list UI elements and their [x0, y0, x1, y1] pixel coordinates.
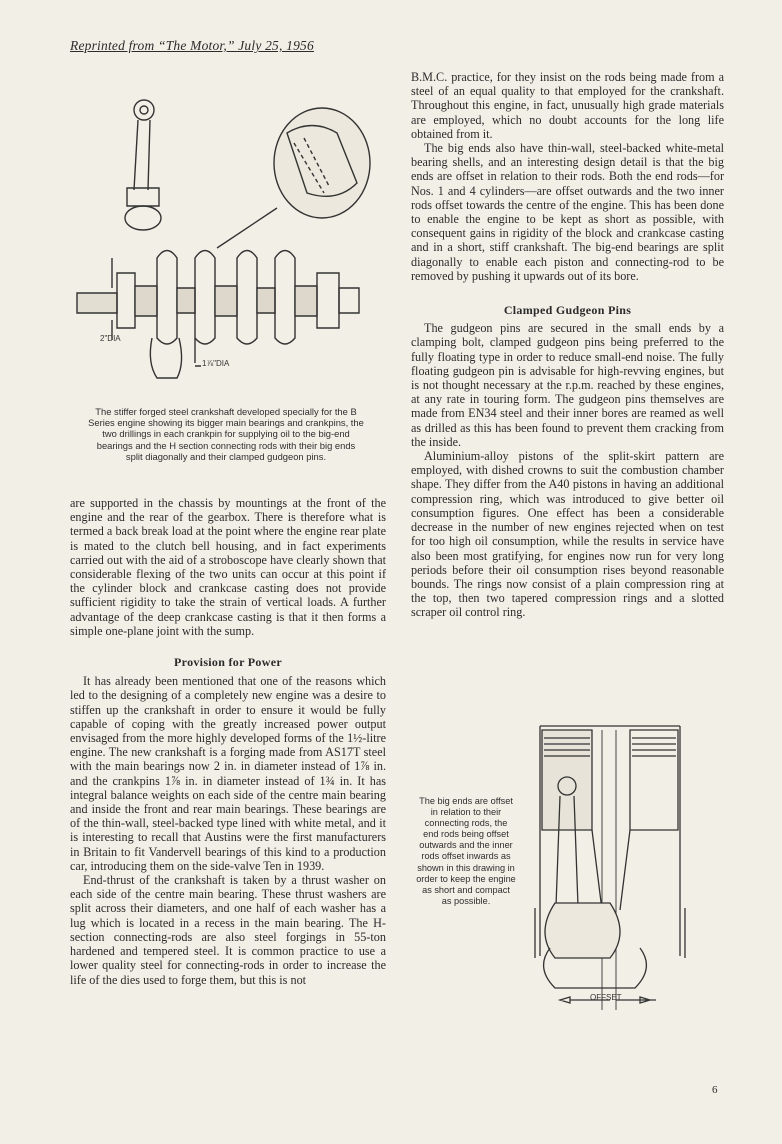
reprint-header: Reprinted from “The Motor,” July 25, 1956 — [70, 38, 314, 53]
left-paragraph-2: It has already been mentioned that one of the reasons which led to the designing of a completely new engine was a desire to stiffen up the crankshaft in order to ensure it would be fully capable of coping with the greatly increased power output envisaged from the more highly developed forms of the 1½-litre engine. The new crankshaft is a forging made from AS17T steel with the main bearings now 2 in. in diameter instead of 1⅞ in. and the crankpins 1⅞ in. in diameter instead of 1¾ in. It has integral balance weights on each side of the centre main bearing and inside the front and rear main bearings. These bearings are of the thin-wall, steel-backed type lined with white metal, and it is interesting to recall that Austins were the first manufacturers in Britain to fit Vandervell bearings of this kind to a production car, introducing them on the side-valve Ten in 1939. — [70, 674, 386, 873]
crankshaft-illustration — [72, 88, 372, 393]
figure2-caption: The big ends are offset in relation to their connecting rods, the end rods being offset outwards and the inner rods offset inwards as shown in this drawing in order to keep the engine as short and compact as possible. — [416, 796, 516, 906]
piston-offset-illustration — [530, 718, 690, 1018]
right-paragraph-4: Aluminium-alloy pistons of the split-skirt pattern are employed, with dished crowns to suit the combustion chamber shape. They differ from the A40 pistons in having an additional compression ring, which was introduced to give better oil consumption figures. One effect has been a considerable decrease in the number of new engines rejected when on test for too high oil consumption, while the results in service have also been most gratifying, for engines now run for very long periods before their oil consumption rises beyond reasonable bounds. The rings now consist of a plain compression ring at the top, then two tapered compression rings and a slotted scraper oil control ring. — [411, 449, 724, 620]
right-paragraph-3: The gudgeon pins are secured in the small ends by a clamping bolt, clamped gudgeon pins being preferred to the fully floating type in order to reduce small-end noise. The fully floating gudgeon pin is advisable for high-revving engines, but is not thought necessary at the r.p.m. reached by these engines, at any rate in touring form. The gudgeon pins themselves are made from EN34 steel and their inner bores are reamed as well as drilled as this has been found to prevent them cracking from the inside. — [411, 321, 724, 449]
left-paragraph-1: are supported in the chassis by mountings at the front of the engine and the rear of the gearbox. There is therefore what is termed a back break load at the point where the engine rear plate is mated to the clutch bell housing, and in fact experiments carried out with the aid of a stroboscope have clearly shown that considerable flexing of the two units can occur at this point if the cylinder block and crankcase casting does not provide sufficient rigidity to take the strain of vertical loads. A further advantage of the deep crankcase casting is that it then forms a simple one-plane joint with the sump. — [70, 496, 386, 638]
left-paragraph-3: End-thrust of the crankshaft is taken by a thrust washer on each side of the centre main bearing. These thrust washers are split across their diameters, and one half of each washer has a lug which is located in a recess in the main bearing. The H-section connecting-rods are also steel forgings in 55-ton hardened and tempered steel. It is common practice to use a lower quality steel for connecting-rods in order to increase the life of the dies used to forge them, but this is not — [70, 873, 386, 987]
page-number: 6 — [712, 1084, 718, 1096]
right-column — [411, 70, 724, 620]
main-bearing-dia-label: 2"DIA — [100, 334, 121, 343]
offset-label: OFFSET — [590, 993, 622, 1002]
right-paragraph-2: The big ends also have thin-wall, steel-backed white-metal bearing shells, and an interesting design detail is that the big ends are offset in relation to their rods. Both the end rods—for Nos. 1 and 4 cylinders—are offset outwards and the two inner rods offset towards the centre of the engine. This has been done to enable the engine to be kept as short as possible, with consequent gains in rigidity of the block and crankcase casting and in a short, stiff crankshaft. The big-end bearings are split diagonally to enable each piston and connecting-rod to be removed by pushing it upwards out of its bore. — [411, 141, 724, 283]
left-column — [70, 496, 386, 987]
right-paragraph-1: B.M.C. practice, for they insist on the rods being made from a steel of an equal quality to that employed for the crankshaft. Throughout this engine, in fact, unusually high grade materials are employed, which no doubt accounts for the long life obtained from it. — [411, 70, 724, 141]
heading-clamped-gudgeon-pins: Clamped Gudgeon Pins — [503, 303, 632, 318]
heading-provision-for-power: Provision for Power — [174, 655, 282, 670]
crankpin-dia-label: 1⅞"DIA — [202, 359, 230, 368]
figure1-caption: The stiffer forged steel crankshaft developed specially for the B Series engine showing its bigger main bearings and crankpins, the two drillings in each crankpin for supplying oil to the big-end bearings and the H section connecting rods with their big ends split diagonally and their clamped gudgeon pins. — [88, 406, 364, 462]
